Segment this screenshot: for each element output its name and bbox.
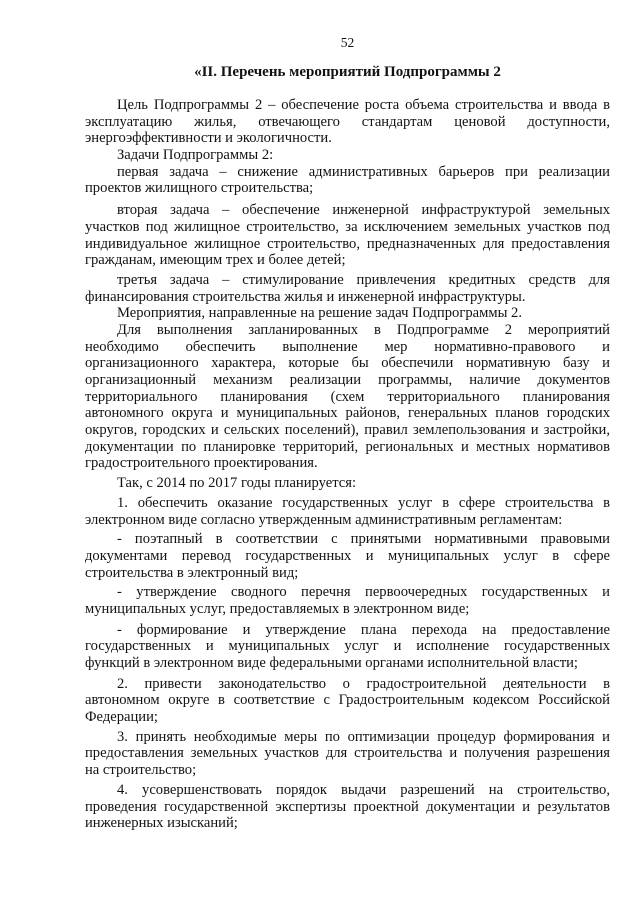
text-line: - поэтапный в соответствии с принятыми нормативными правовыми: [117, 531, 610, 548]
text-line: участков под жилищное строительство, за исключением земельных участков под: [85, 218, 610, 235]
paragraph-measures-heading: [85, 305, 610, 322]
text-line: округов, городских и сельских поселений), правил землепользования и застройки,: [85, 422, 610, 439]
text-line: первая задача – снижение административных барьеров при реализации: [117, 163, 610, 180]
paragraph-bullet-1: [85, 531, 610, 581]
text-line: автономном округе в соответствие с Градостроительным кодексом Российской: [85, 692, 610, 709]
page-number: 52: [340, 35, 355, 50]
text-line: Для выполнения запланированных в Подпрограмме 2 мероприятий: [117, 321, 610, 338]
text-line: проектов жилищного строительства;: [85, 180, 314, 197]
paragraph-item-2: [85, 676, 610, 726]
document-body: [85, 97, 610, 832]
paragraph-bullet-3: [85, 622, 610, 672]
text-line: Так, с 2014 по 2017 годы планируется:: [117, 475, 357, 492]
text-line: проведения государственной экспертизы проектной документации и результатов: [85, 798, 610, 815]
paragraph-task-1: [85, 164, 610, 197]
text-line: автономного округа и муниципальных районов, генеральных планов городских: [85, 405, 610, 422]
section-title: «II. Перечень мероприятий Подпрограммы 2: [194, 64, 501, 80]
text-line: Цель Подпрограммы 2 – обеспечение роста объема строительства и ввода в: [117, 97, 610, 113]
text-line: градостроительного проектирования.: [85, 455, 318, 472]
text-line: строительства в электронный вид;: [85, 564, 299, 581]
text-line: организационный механизм реализации программы, наличие документов: [85, 372, 610, 388]
text-line: 1. обеспечить оказание государственных услуг в сфере строительства в: [117, 494, 610, 511]
paragraph-plan-intro: [85, 475, 610, 492]
text-line: 2. привести законодательство о градостроительной деятельности в: [117, 675, 610, 692]
text-line: индивидуальное жилищное строительство, предназначенных для предоставления: [85, 235, 610, 252]
paragraph-item-1: [85, 495, 610, 528]
paragraph-task-3: [85, 272, 610, 305]
text-line: электронном виде согласно утвержденным административным регламентам:: [85, 511, 563, 528]
text-line: третья задача – стимулирование привлечения кредитных средств для: [117, 271, 610, 288]
text-line: организационного характера, которые бы обеспечили нормативную базу и: [85, 355, 610, 372]
text-line: эксплуатацию жилья, отвечающего стандартам ценовой доступности,: [85, 113, 610, 130]
text-line: государственных и муниципальных услуг и исполнение государственных: [85, 638, 610, 655]
text-line: документации по планировке территорий, региональных и местных нормативов: [85, 438, 610, 455]
text-line: 3. принять необходимые меры по оптимизации процедур формирования и: [117, 728, 610, 745]
paragraph-bullet-2: [85, 584, 610, 617]
text-line: территориального планирования (схем территориального планирования: [85, 388, 610, 405]
text-line: Мероприятия, направленные на решение задач Подпрограммы 2.: [117, 305, 522, 322]
text-line: - утверждение сводного перечня первоочередных государственных и: [117, 584, 610, 601]
text-line: энергоэффективности и экологичности.: [85, 130, 332, 147]
text-line: финансирования строительства жилья и инженерной инфраструктуры.: [85, 288, 526, 305]
text-line: вторая задача – обеспечение инженерной инфраструктурой земельных: [117, 202, 610, 219]
text-line: - формирование и утверждение плана перехода на предоставление: [117, 621, 610, 638]
paragraph-goal: [85, 97, 610, 147]
paragraph-item-3: [85, 729, 610, 779]
text-line: 4. усовершенствовать порядок выдачи разрешений на строительство,: [117, 781, 610, 798]
text-line: инженерных изысканий;: [85, 815, 238, 832]
text-line: предоставления земельных участков для строительства и получения разрешения: [85, 745, 610, 762]
text-line: необходимо обеспечить выполнение мер нормативно-правового и: [85, 338, 610, 355]
text-line: документами перевод государственных и муниципальных услуг в сфере: [85, 547, 610, 564]
text-line: Федерации;: [85, 709, 158, 726]
text-line: функций в электронном виде федеральными органами исполнительной власти;: [85, 655, 578, 671]
text-line: гражданам, имеющим трех и более детей;: [85, 252, 346, 269]
paragraph-item-4: [85, 782, 610, 832]
paragraph-task-2: [85, 202, 610, 269]
text-line: Задачи Подпрограммы 2:: [117, 147, 274, 164]
text-line: на строительство;: [85, 762, 197, 779]
paragraph-measures: [85, 322, 610, 472]
paragraph-tasks-heading: [85, 147, 610, 164]
text-line: муниципальных услуг, предоставляемых в электронном виде;: [85, 600, 470, 617]
